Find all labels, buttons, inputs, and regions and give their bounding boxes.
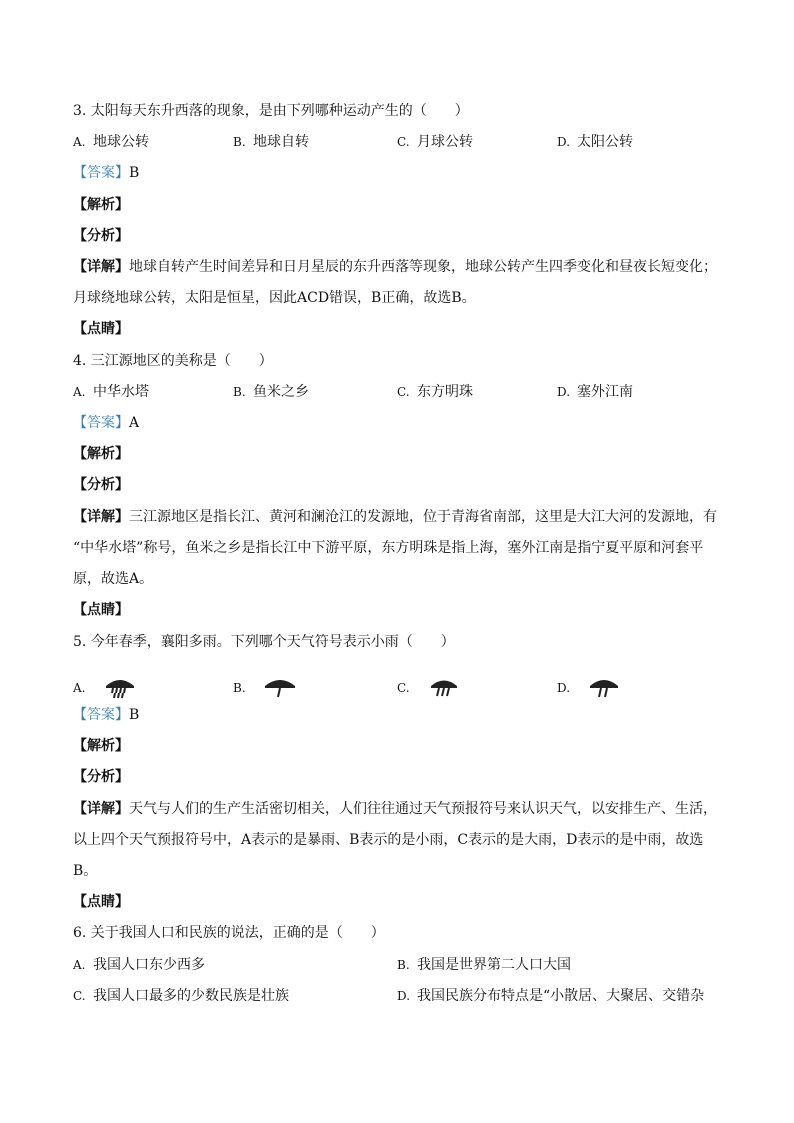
q3-fenxi-tag: 【分析】: [73, 228, 129, 244]
q6-option-d: D. 我国民族分布特点是“小散居、大聚居、交错杂: [397, 988, 705, 1004]
answer-value: B: [129, 707, 140, 723]
q3-option-a: A. 地球公转: [73, 134, 149, 150]
q3-option-d: D. 太阳公转: [557, 134, 633, 150]
q4-option-d: D. 塞外江南: [557, 384, 633, 400]
q5-detail-line-1: 【详解】天气与人们的生产生活密切相关，人们往往通过天气预报符号来认识天气，以安排生产、生活，: [73, 801, 717, 817]
question-4-stem: 4. 三江源地区的美称是（ ）: [73, 353, 273, 369]
q5-fenxi-tag: 【分析】: [73, 769, 129, 785]
q5-detail-line-2: 以上四个天气预报符号中，A表示的是暴雨、B表示的是小雨，C表示的是大雨，D表示的是中雨，故选: [73, 832, 704, 848]
q6-option-b: B. 我国是世界第二人口大国: [397, 957, 571, 973]
q5-detail-line-3: B。: [73, 863, 98, 879]
q4-option-c: C. 东方明珠: [397, 384, 473, 400]
q4-answer-line: [73, 412, 139, 434]
q3-analysis-tag: 【解析】: [73, 197, 129, 213]
q5-option-c: C.: [397, 673, 461, 703]
answer-value: A: [129, 415, 140, 431]
answer-tag: 【答案】: [73, 707, 129, 723]
question-3-stem: 3. 太阳每天东升西落的现象，是由下列哪种运动产生的（ ）: [73, 103, 469, 119]
question-5-stem: 5. 今年春季，襄阳多雨。下列哪个天气符号表示小雨（ ）: [73, 634, 455, 650]
question-6-stem: 6. 关于我国人口和民族的说法，正确的是（ ）: [73, 925, 385, 941]
q5-analysis-tag: 【解析】: [73, 738, 129, 754]
q4-fenxi-tag: 【分析】: [73, 477, 129, 493]
q6-option-a: A. 我国人口东少西多: [73, 957, 205, 973]
answer-tag: 【答案】: [73, 415, 129, 431]
q4-option-b: B. 鱼米之乡: [233, 384, 309, 400]
q4-option-a: A. 中华水塔: [73, 384, 149, 400]
q4-detail-line-1: 【详解】三江源地区是指长江、黄河和澜沧江的发源地，位于青海省南部，这里是大江大河的发源地，有: [73, 509, 717, 525]
q4-analysis-tag: 【解析】: [73, 446, 129, 462]
q5-option-d: D.: [557, 673, 621, 703]
q3-answer-line: [73, 162, 139, 184]
q4-detail-line-2: “中华水塔”称号，鱼米之乡是指长江中下游平原，东方明珠是指上海，塞外江南是指宁夏平原和河套平: [73, 540, 704, 556]
q4-detail-line-3: 原，故选A。: [73, 571, 154, 587]
light-rain-icon: [263, 677, 297, 699]
q3-comment-tag: 【点睛】: [73, 321, 129, 337]
answer-value: B: [129, 165, 140, 181]
q5-answer-line: [73, 704, 139, 726]
q5-option-a: A.: [73, 673, 137, 703]
moderate-rain-icon: [587, 677, 621, 699]
answer-tag: 【答案】: [73, 165, 129, 181]
q3-option-b: B. 地球自转: [233, 134, 309, 150]
q3-option-c: C. 月球公转: [397, 134, 473, 150]
q4-comment-tag: 【点睛】: [73, 602, 129, 618]
q5-option-b: B.: [233, 673, 297, 703]
q3-detail-line-1: 【详解】地球自转产生时间差异和日月星辰的东升西落等现象，地球公转产生四季变化和昼夜长短变化；: [73, 259, 717, 275]
q5-comment-tag: 【点睛】: [73, 894, 129, 910]
rainstorm-icon: [103, 677, 137, 699]
q3-detail-line-2: 月球绕地球公转，太阳是恒星，因此ACD错误，B正确，故选B。: [73, 290, 476, 306]
q6-option-c: C. 我国人口最多的少数民族是壮族: [73, 988, 289, 1004]
heavy-rain-icon: [427, 677, 461, 699]
